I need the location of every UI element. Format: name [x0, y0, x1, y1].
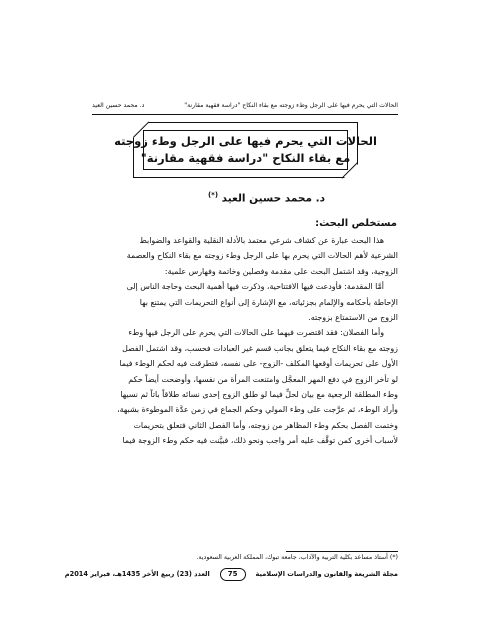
title-frame: [114, 130, 377, 170]
abstract-line: الأول على تحريمات أوقعها المكلف -الزوج- على نفسه، فتطرقت فيه لحكم الوطء فيما: [119, 359, 398, 369]
abstract-line: وأراد الوطء، ثم عرَّجت على وطء المولي وحكم الجماع في زمن عدَّة الموطوءة بشبهة،: [117, 405, 398, 415]
abstract-line: وختمت الفصل بحكم وطء المظاهر من زوجته، وأما الفصل الثاني فتعلق بتحريمات: [133, 420, 398, 430]
header-rule: [92, 114, 398, 115]
abstract-line: لو تأخر الزوج في دفع المهر المعجَّل وامتنعت المرأة من نفسها، وأوضحت أيضاً حكم: [128, 374, 398, 384]
abstract-body: [92, 233, 398, 449]
abstract-line: الزوجية، وقد اشتمل البحث على مقدمة وفصلين وخاتمة وفهارس علمية:: [164, 266, 398, 276]
abstract-line: الزوج من الاستمتاع بزوجته.: [308, 313, 398, 323]
author-name: د. محمد حسين العيد: [221, 192, 325, 205]
abstract-line: هذا البحث عبارة عن كشاف شرعي معتمد بالأدلة النقلية والقواعد والضوابط: [139, 236, 384, 245]
title-box: [114, 122, 377, 178]
author-footnote-marker: (*): [207, 191, 219, 199]
abstract-line: الإحاطة بأحكامه والإلمام بجزئياته، مع الإشارة إلى أنواع التحريمات التي يمتنع بها: [139, 297, 398, 307]
issue-info: العدد (23) ربيع الأخر 1435هـ، فبراير 2014م: [64, 570, 210, 578]
abstract-line: الشرعية لأهم الحالات التي يحرم بها على الرجل وطء زوجته مع بقاء النكاح والعصمة: [126, 251, 398, 261]
abstract-heading: مستخلص البحث:: [315, 218, 397, 229]
author-line: [160, 191, 325, 205]
title-line-2: مع بقاء النكاح "دراسة فقهية مقارنة": [140, 151, 351, 165]
running-author: د. محمد حسين العيد: [92, 101, 145, 109]
running-header: [92, 99, 398, 111]
footnote-rule: [286, 551, 398, 552]
page-footer: [64, 567, 398, 581]
abstract-line: لأسباب أخرى كمن توقَّف عليه أمر واجب ونحو ذلك، فبيَّنت فيه حكم وطء الزوجة فيما: [122, 436, 398, 446]
abstract-line: وطء المطلقة الرجعية مع بيان لحلِّ فيما لو طلق الزوج إحدى نسائه طلاقاً باتاً ثم نسيها: [120, 390, 398, 400]
running-title: الحالات التي يحرم فيها على الرجل وطء زوجته مع بقاء النكاح "دراسة فقهية مقارنة": [184, 101, 398, 109]
abstract-line: أمَّا المقدمة: فأودعت فيها الافتتاحية، وذكرت فيها أهمية البحث وحاجة الناس إلى: [126, 282, 384, 292]
title-line-1: الحالات التي يحرم فيها على الرجل وطء زوجته: [114, 134, 377, 148]
abstract-line: وأما الفصلان: فقد اقتصرت فيهما على الحالات التي يحرم على الرجل فيها وطء: [128, 328, 384, 338]
abstract-line: زوجته مع بقاء النكاح فيما يتعلق بجانب قسم غير العبادات فحسب، وقد اشتمل الفصل: [122, 343, 398, 353]
journal-name: مجلة الشريعة والقانون والدراسات الإسلامية: [255, 570, 398, 578]
footnote: (*) أستاذ مساعد بكلية التربية والآداب، جامعة تبوك، المملكة العربية السعودية.: [196, 554, 398, 561]
page-number: 75: [220, 568, 246, 581]
